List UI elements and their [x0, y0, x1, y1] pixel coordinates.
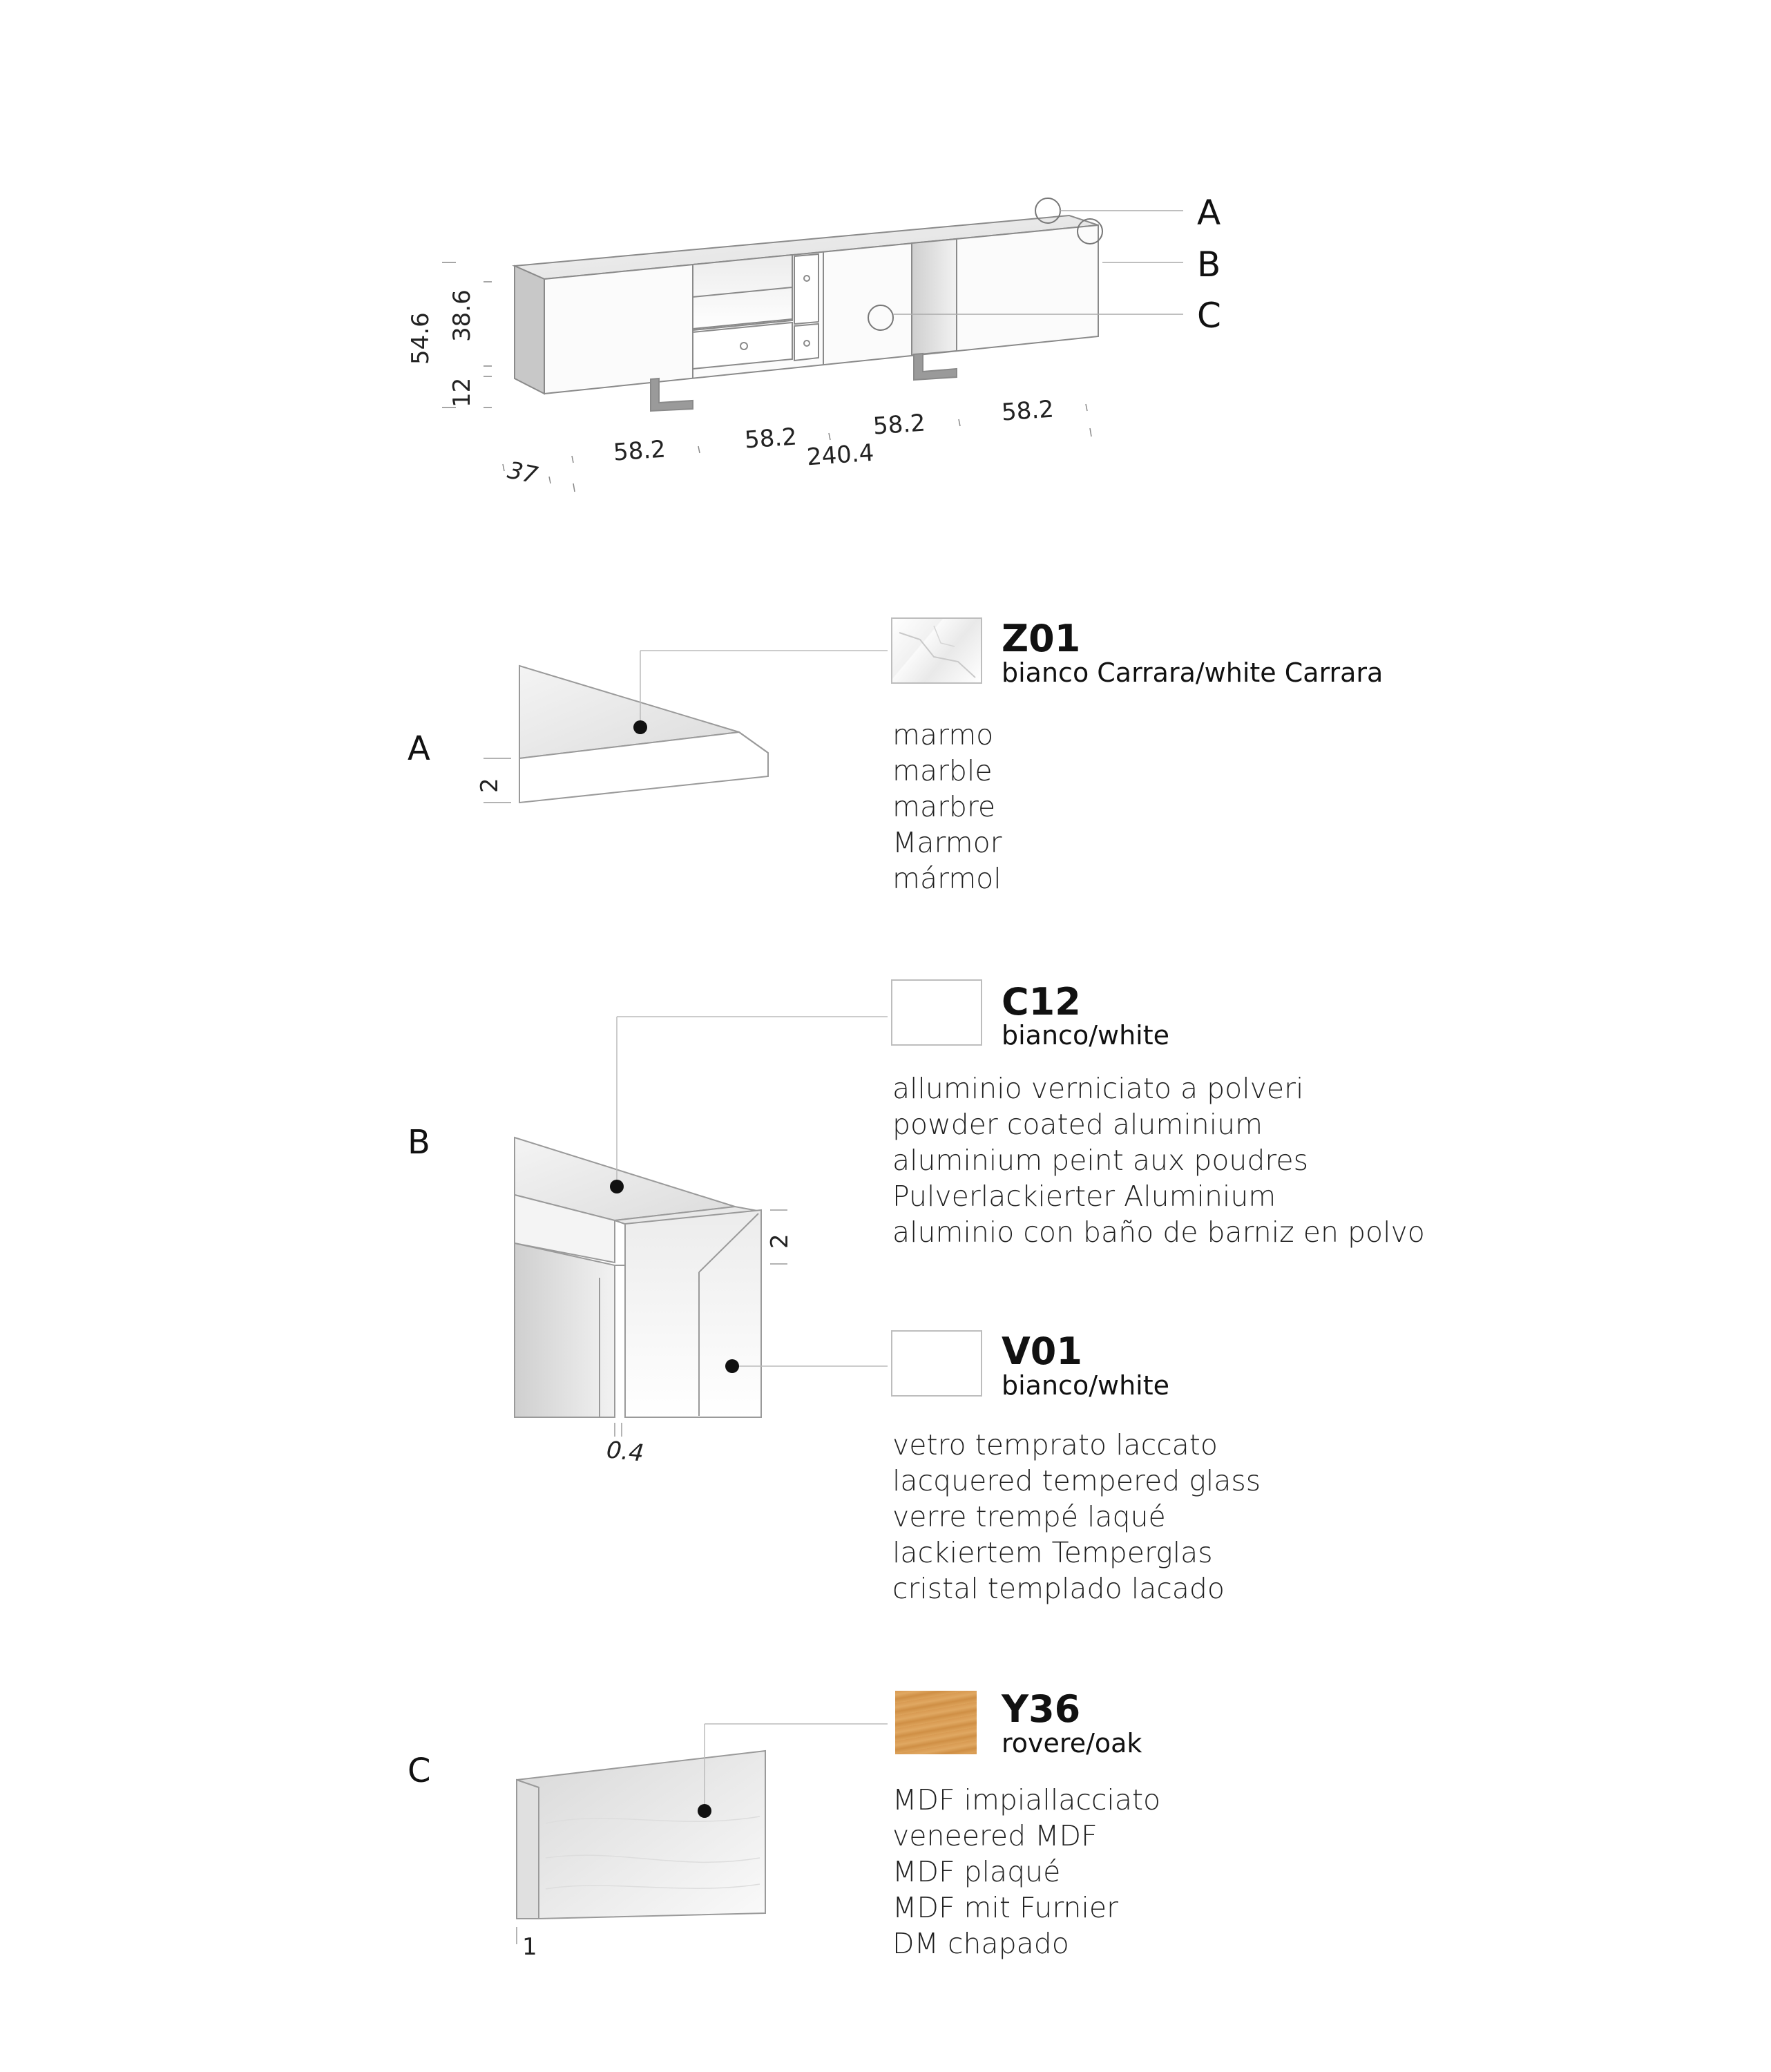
material-line: MDF mit Furnier: [892, 1891, 1118, 1924]
detail-c-thickness: 1: [522, 1933, 537, 1961]
material-line: MDF plaqué: [892, 1855, 1061, 1888]
material-line: aluminio con baño de barniz en polvo: [892, 1216, 1425, 1249]
detail-b-glass-thickness: 0.4: [605, 1436, 646, 1468]
material-lines-y36: [892, 1782, 1160, 1961]
material-name-y36: rovere/oak: [1002, 1728, 1142, 1758]
material-line: veneered MDF: [892, 1819, 1098, 1852]
detail-a-marker-dot: [633, 720, 647, 734]
sideboard-left-side: [515, 266, 544, 394]
detail-b-label: B: [408, 1123, 430, 1162]
material-code-v01: V01: [1002, 1330, 1082, 1373]
dim-module-3: 58.2: [872, 409, 927, 441]
material-line: cristal templado lacado: [892, 1572, 1225, 1605]
material-line: Marmor: [892, 826, 1002, 859]
dim-depth: 37: [505, 456, 540, 490]
material-line: marbre: [892, 790, 996, 823]
material-lines-v01: [892, 1427, 1261, 1606]
material-code-y36: Y36: [1002, 1687, 1081, 1731]
detail-c-drawing: [517, 1724, 888, 1944]
dim-module-4: 58.2: [1000, 395, 1055, 427]
detail-a-drawing: [484, 651, 888, 803]
detail-c-label: C: [408, 1752, 431, 1790]
callout-a: A: [1197, 193, 1221, 233]
detail-b-marker-dot-glass: [725, 1359, 739, 1373]
material-line: MDF impiallacciato: [892, 1783, 1161, 1816]
dim-module-1: 58.2: [612, 435, 667, 467]
swatch-y36-oak: [895, 1691, 977, 1754]
callout-c: C: [1197, 296, 1221, 336]
detail-b-marker-dot-top: [610, 1180, 624, 1193]
leg-left: [651, 378, 693, 411]
material-line: marmo: [892, 718, 994, 751]
material-name-c12: bianco/white: [1002, 1020, 1169, 1051]
material-code-z01: Z01: [1002, 617, 1081, 660]
swatch-v01-white: [891, 1330, 982, 1397]
detail-b-drawing: [515, 1017, 888, 1437]
detail-b-thickness: 2: [766, 1234, 794, 1249]
callout-b: B: [1197, 244, 1221, 285]
material-line: powder coated aluminium: [892, 1108, 1263, 1141]
material-line: alluminio verniciato a polveri: [892, 1072, 1304, 1105]
material-code-c12: C12: [1002, 980, 1081, 1024]
detail-a-thickness: 2: [476, 778, 504, 793]
detail-a-label: A: [408, 729, 430, 768]
detail-c-marker-dot: [698, 1804, 711, 1818]
material-lines-z01: [892, 717, 1002, 896]
swatch-c12-white: [891, 979, 982, 1046]
material-line: mármol: [892, 862, 1002, 895]
dim-total-height: 54.6: [407, 312, 434, 365]
material-line: Pulverlackierter Aluminium: [892, 1180, 1276, 1213]
marble-veins-icon: [892, 619, 981, 682]
leg-right: [914, 354, 957, 380]
material-line: vetro temprato laccato: [892, 1428, 1218, 1461]
material-line: DM chapado: [892, 1927, 1069, 1960]
dim-leg-height: 12: [448, 377, 476, 407]
detail-b-glass-door: [625, 1210, 761, 1417]
dim-body-height: 38.6: [448, 289, 476, 342]
material-line: lackiertem Temperglas: [892, 1536, 1213, 1569]
material-name-v01: bianco/white: [1002, 1370, 1169, 1401]
dim-module-2: 58.2: [743, 423, 798, 454]
material-lines-c12: [892, 1071, 1425, 1250]
material-line: marble: [892, 754, 993, 787]
swatch-z01-marble: [891, 617, 982, 684]
material-name-z01: bianco Carrara/white Carrara: [1002, 658, 1384, 688]
dim-total-width: 240.4: [805, 439, 875, 472]
material-line: lacquered tempered glass: [892, 1464, 1261, 1497]
material-line: verre trempé laqué: [892, 1500, 1166, 1533]
material-line: aluminium peint aux poudres: [892, 1144, 1308, 1177]
